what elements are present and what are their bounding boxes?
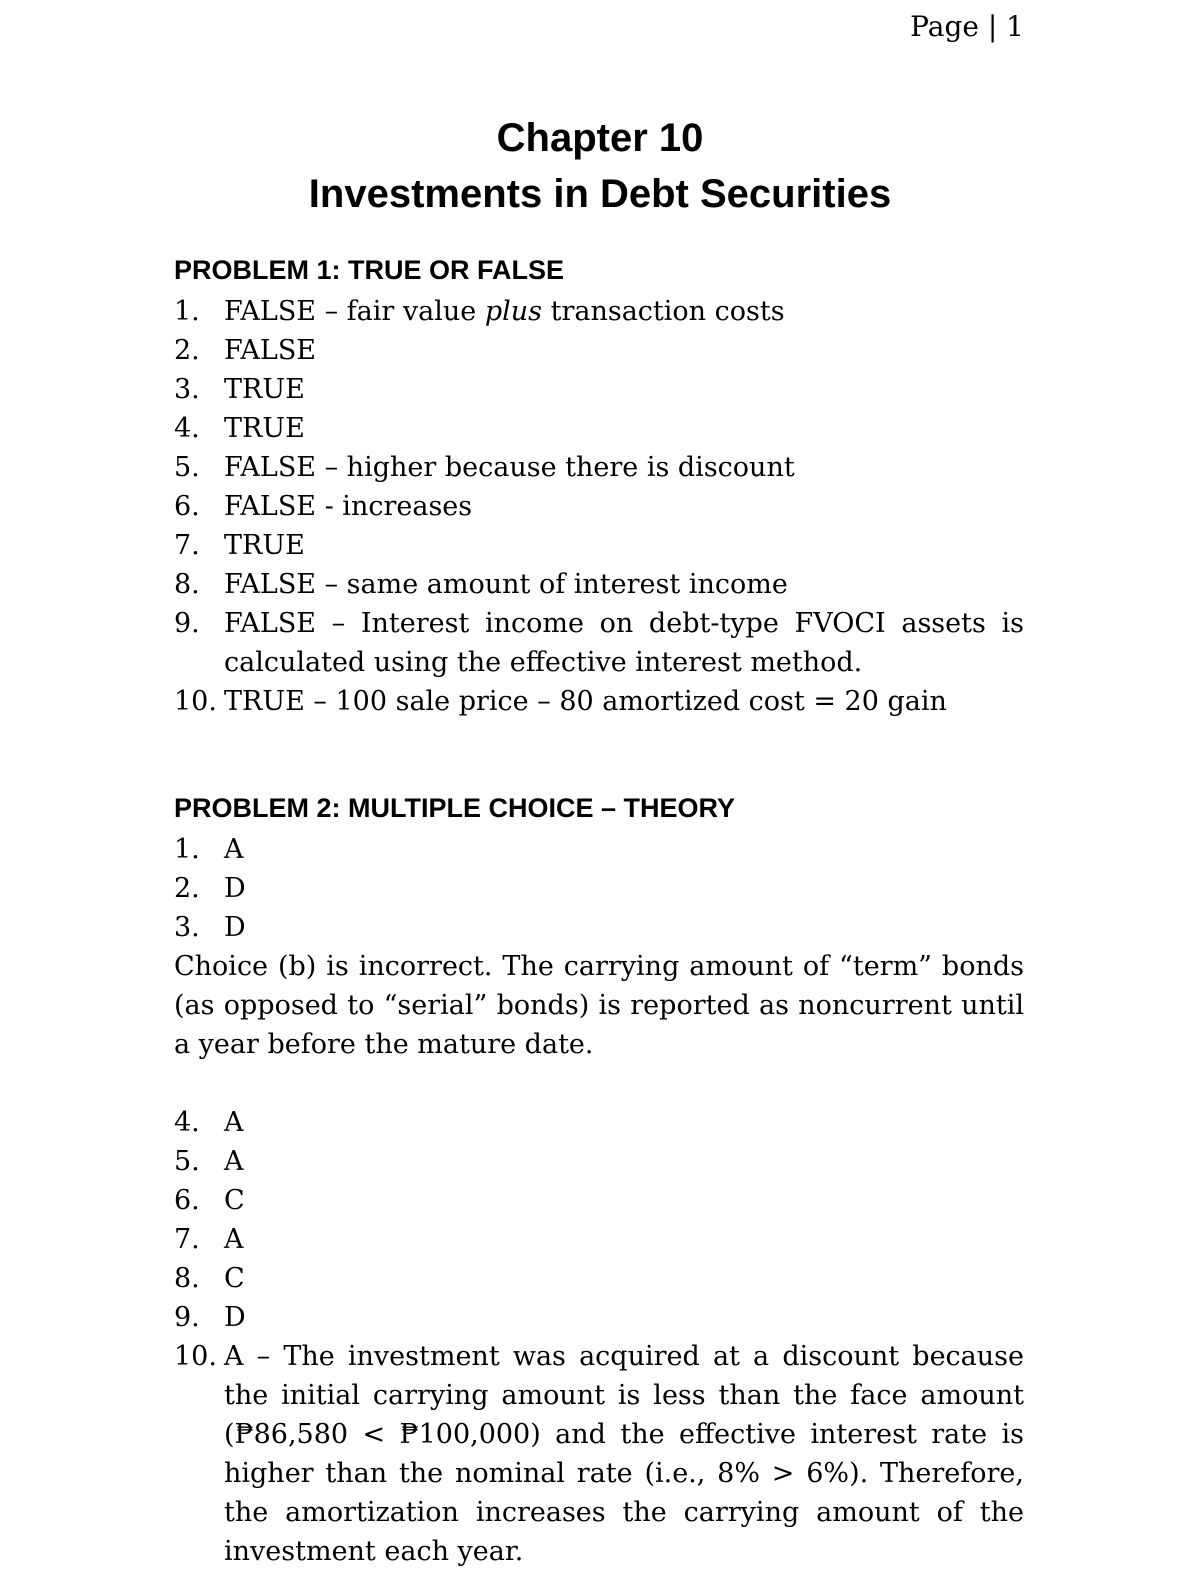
item-text: A [224, 1146, 244, 1177]
item-text: TRUE – 100 sale price – 80 amortized cost = 20 gain [224, 686, 947, 717]
item-text: FALSE – Interest income on debt-type FVOCI assets is calculated using the effective interest method. [224, 608, 1024, 678]
item-number: 9. [174, 608, 200, 639]
title-block [0, 110, 1200, 222]
item-text: TRUE [224, 374, 305, 405]
item-number: 4. [174, 1107, 200, 1138]
item-number: 3. [174, 374, 200, 405]
problem-2-list-a [174, 830, 1024, 947]
item-number: 7. [174, 530, 200, 561]
item-text: D [224, 912, 246, 943]
list-item [174, 292, 1024, 331]
chapter-title: Chapter 10 [496, 116, 704, 160]
item-text: FALSE – same amount of interest income [224, 569, 788, 600]
list-item [174, 869, 1024, 908]
emphasis-text: plus [484, 296, 543, 327]
item-number: 9. [174, 1302, 200, 1333]
item-number: 5. [174, 452, 200, 483]
explanation-note: Choice (b) is incorrect. The carrying amount of “term” bonds (as opposed to “serial” bonds) is reported as noncurrent until a year before the mature date. [174, 951, 1024, 1060]
list-item [174, 908, 1024, 947]
item-text: TRUE [224, 530, 305, 561]
item-number: 2. [174, 873, 200, 904]
problem-1-section [174, 254, 1024, 721]
page-number: Page | 1 [910, 10, 1024, 43]
list-item [174, 370, 1024, 409]
list-item [174, 1142, 1024, 1181]
list-item [174, 1220, 1024, 1259]
item-number: 8. [174, 569, 200, 600]
list-item [174, 1298, 1024, 1337]
item-text: FALSE - increases [224, 491, 473, 522]
item-number: 3. [174, 912, 200, 943]
item-text: FALSE – fair value plus transaction costs [224, 296, 785, 327]
item-number: 1. [174, 834, 200, 865]
list-item [174, 682, 1024, 721]
item-text: FALSE – higher because there is discount [224, 452, 795, 483]
list-item [174, 487, 1024, 526]
item-text: D [224, 873, 246, 904]
page-title: Investments in Debt Securities [308, 172, 892, 216]
item-number: 10. [174, 686, 217, 717]
problem-2-section [174, 792, 1024, 1571]
list-item [174, 1181, 1024, 1220]
list-item [174, 1337, 1024, 1571]
list-item [174, 331, 1024, 370]
item-text: C [224, 1185, 245, 1216]
item-number: 5. [174, 1146, 200, 1177]
item-number: 6. [174, 491, 200, 522]
problem-2-list-b [174, 1103, 1024, 1571]
item-text: A – The investment was acquired at a discount because the initial carrying amount is less than the face amount (₱86,580 < ₱100,000) and the effective interest rate is higher than the nominal rate (i.e., 8% > 6%). Therefore, the amortization increases the carrying amount of the investment each year. [224, 1341, 1024, 1567]
item-number: 7. [174, 1224, 200, 1255]
list-item [174, 1259, 1024, 1298]
list-item [174, 565, 1024, 604]
item-text: FALSE [224, 335, 317, 366]
item-text: TRUE [224, 413, 305, 444]
list-item [174, 448, 1024, 487]
list-item [174, 1103, 1024, 1142]
item-number: 1. [174, 296, 200, 327]
item-text: D [224, 1302, 246, 1333]
list-item [174, 409, 1024, 448]
item-number: 8. [174, 1263, 200, 1294]
item-text: A [224, 1224, 244, 1255]
item-number: 2. [174, 335, 200, 366]
list-item [174, 830, 1024, 869]
problem-1-heading: PROBLEM 1: TRUE OR FALSE [174, 255, 565, 285]
list-item [174, 604, 1024, 682]
problem-1-list [174, 292, 1024, 721]
list-item [174, 526, 1024, 565]
item-text: A [224, 1107, 244, 1138]
item-number: 6. [174, 1185, 200, 1216]
item-text: A [224, 834, 244, 865]
problem-2-heading: PROBLEM 2: MULTIPLE CHOICE – THEORY [174, 793, 736, 823]
item-number: 10. [174, 1341, 217, 1372]
item-number: 4. [174, 413, 200, 444]
item-text: C [224, 1263, 245, 1294]
